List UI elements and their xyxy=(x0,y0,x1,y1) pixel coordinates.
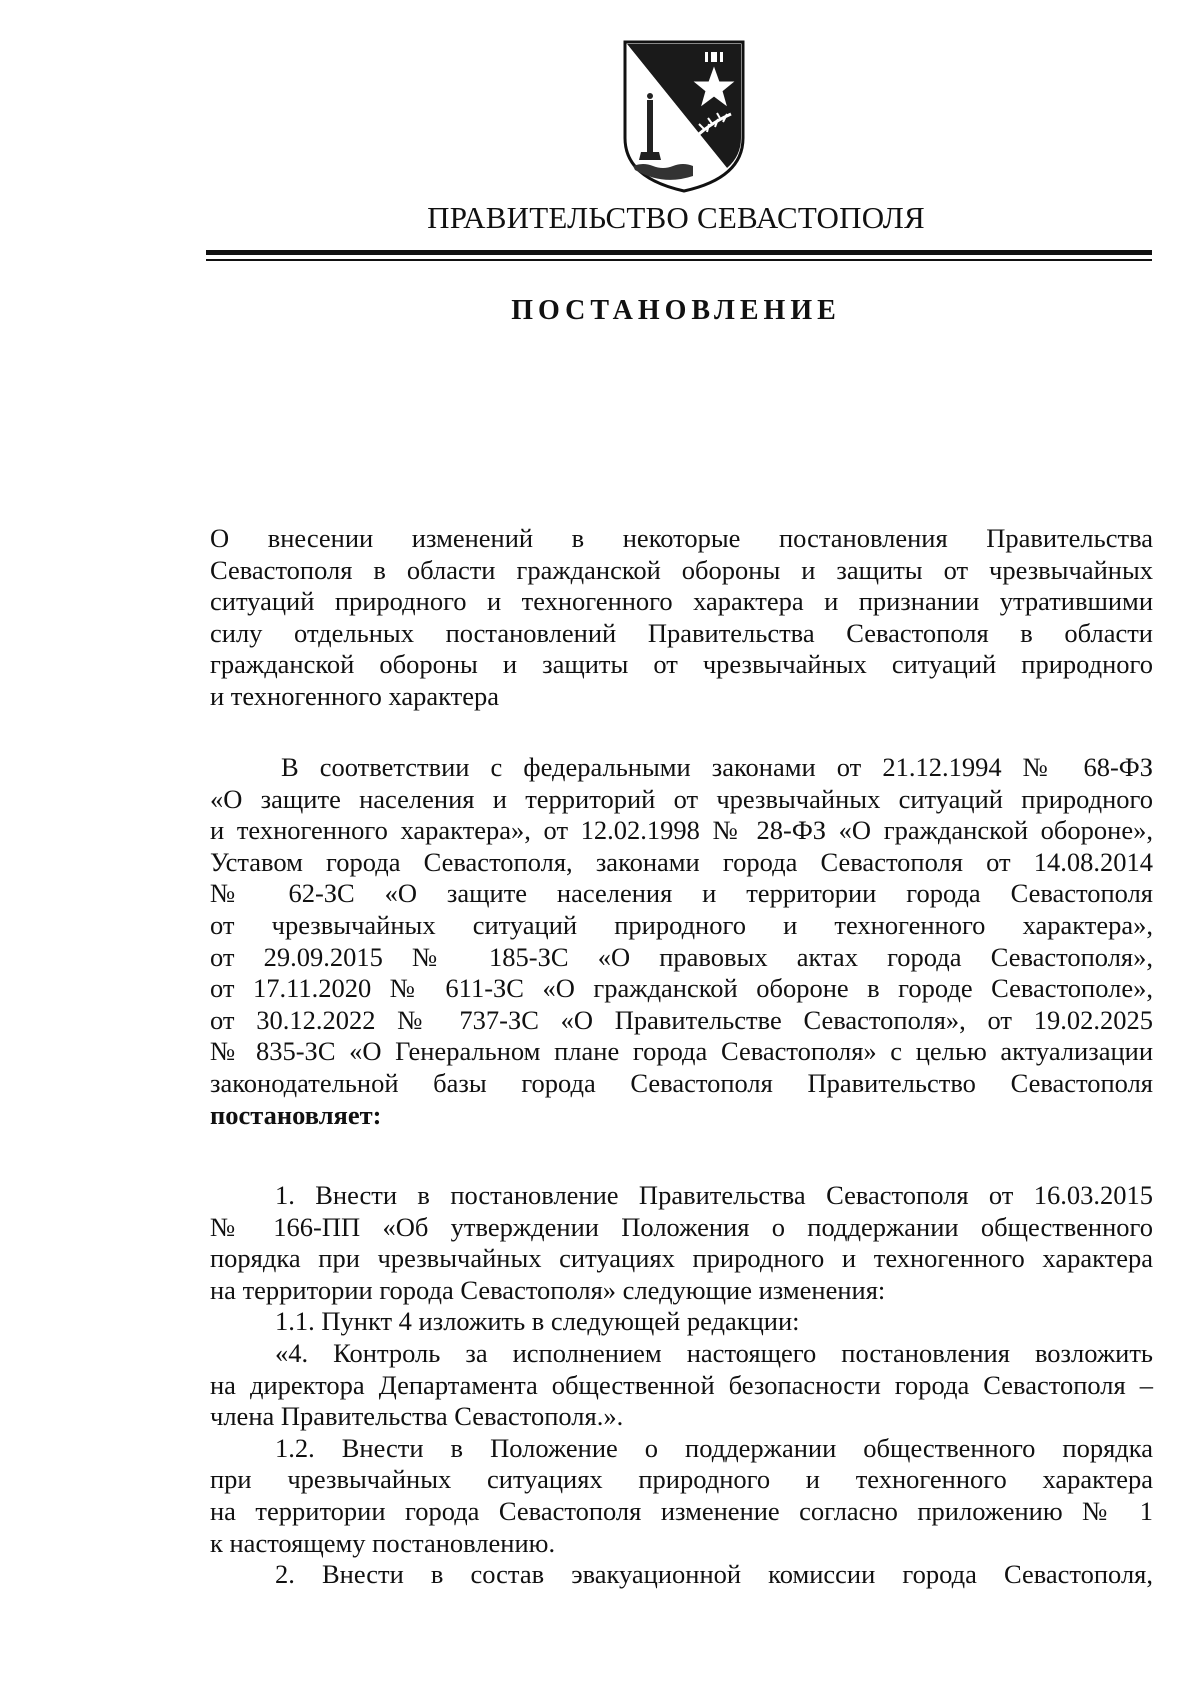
item-line: «4. Контроль за исполнением настоящего постановления возложить xyxy=(275,1337,1153,1368)
item-line: 2. Внести в состав эвакуационной комиссии города Севастополя, xyxy=(275,1559,1153,1590)
preamble-line: № 835-ЗС «О Генеральном плане города Севастополя» с целью актуализации xyxy=(210,1036,1153,1067)
item-line: 1. Внести в постановление Правительства Севастополя от 16.03.2015 xyxy=(275,1180,1153,1210)
title-line: и техногенного характера xyxy=(210,680,500,711)
item-line: на территории города Севастополя» следующие изменения: xyxy=(210,1274,886,1305)
item-line: на директора Департамента общественной безопасности города Севастополя – xyxy=(210,1369,1153,1400)
header-rule-thin xyxy=(206,259,1152,261)
title-line: ситуаций природного и техногенного характера и признании утратившими xyxy=(210,586,1153,617)
preamble-line: законодательной базы города Севастополя Правительство Севастополя xyxy=(210,1067,1153,1098)
resolves-word: постановляет: xyxy=(210,1099,382,1130)
document-type-heading: ПОСТАНОВЛЕНИЕ xyxy=(511,295,841,326)
preamble-line: от 17.11.2020 № 611-ЗС «О гражданской обороне в городе Севастополе», xyxy=(210,973,1153,1004)
item-line: на территории города Севастополя изменение согласно приложению № 1 xyxy=(210,1495,1153,1526)
preamble-line: Уставом города Севастополя, законами города Севастополя от 14.08.2014 xyxy=(210,846,1153,877)
resolution-items xyxy=(210,1180,1153,1591)
item-line: № 166-ПП «Об утверждении Положения о поддержании общественного xyxy=(210,1211,1153,1242)
header-rule-thick xyxy=(206,250,1152,255)
preamble-line: от чрезвычайных ситуаций природного и техногенного характера», xyxy=(210,909,1153,940)
item-line: члена Правительства Севастополя.». xyxy=(210,1401,624,1432)
preamble-line: «О защите населения и территорий от чрезвычайных ситуаций природного xyxy=(210,783,1153,814)
title-line: О внесении изменений в некоторые постановления Правительства xyxy=(210,523,1153,553)
sevastopol-coat-of-arms-icon xyxy=(619,38,749,193)
title-line: силу отдельных постановлений Правительства Севастополя в области xyxy=(210,617,1153,648)
item-line: 1.1. Пункт 4 изложить в следующей редакции: xyxy=(275,1306,800,1337)
preamble-line: и техногенного характера», от 12.02.1998 № 28-ФЗ «О гражданской обороне», xyxy=(210,815,1153,846)
preamble-line: № 62-ЗС «О защите населения и территории города Севастополя xyxy=(210,878,1153,909)
item-line: 1.2. Внести в Положение о поддержании общественного порядка xyxy=(275,1432,1153,1463)
government-name: ПРАВИТЕЛЬСТВО СЕВАСТОПОЛЯ xyxy=(427,200,925,235)
item-line: к настоящему постановлению. xyxy=(210,1527,556,1558)
document-title xyxy=(210,523,1153,713)
preamble-line: В соответствии с федеральными законами от 21.12.1994 № 68-ФЗ xyxy=(281,752,1153,782)
item-line: порядка при чрезвычайных ситуациях природного и техногенного характера xyxy=(210,1243,1153,1274)
title-line: гражданской обороны и защиты от чрезвычайных ситуаций природного xyxy=(210,649,1153,680)
item-line: при чрезвычайных ситуациях природного и техногенного характера xyxy=(210,1464,1153,1495)
preamble-line: от 30.12.2022 № 737-ЗС «О Правительстве Севастополя», от 19.02.2025 xyxy=(210,1004,1153,1035)
preamble-line: от 29.09.2015 № 185-ЗС «О правовых актах города Севастополя», xyxy=(210,941,1153,972)
preamble-paragraph xyxy=(210,752,1153,1131)
title-line: Севастополя в области гражданской обороны и защиты от чрезвычайных xyxy=(210,554,1153,585)
